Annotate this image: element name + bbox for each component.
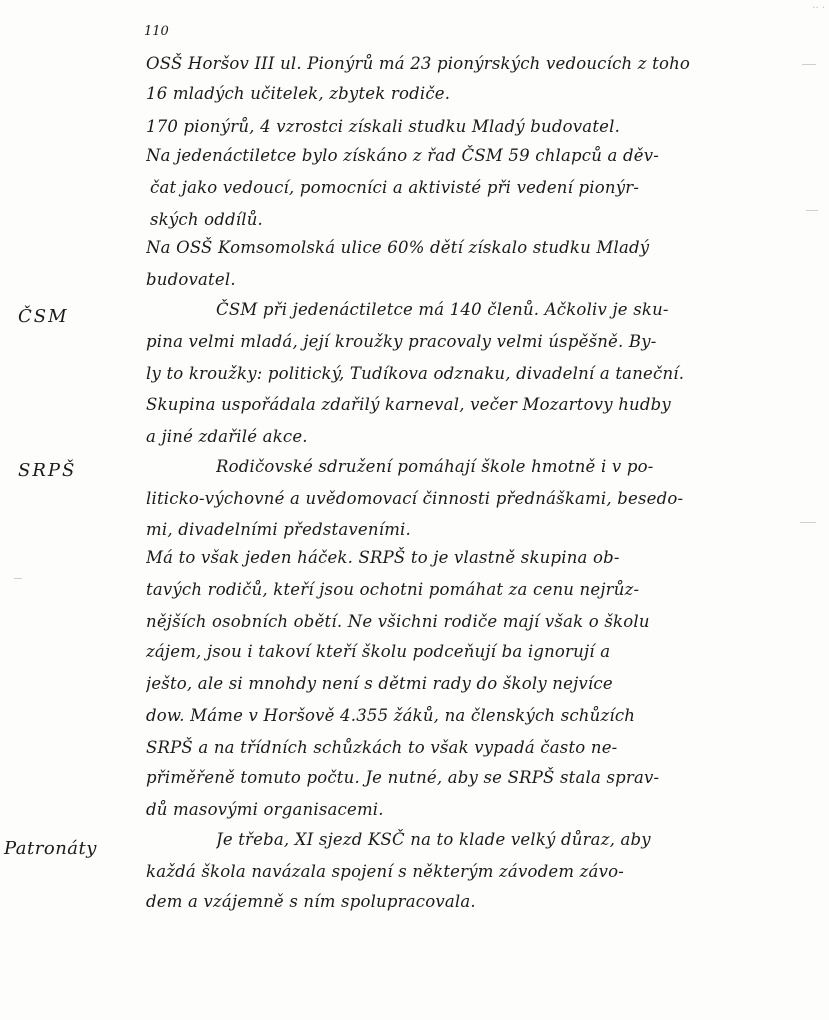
edge-mark <box>802 64 816 65</box>
text-line: každá škola navázala spojení s některým závodem závo- <box>146 862 624 881</box>
text-line: Na jedenáctiletce bylo získáno z řad ČSM 59 chlapců a děv- <box>146 146 660 165</box>
text-line: mi, divadelními představeními. <box>146 520 411 539</box>
text-line: dow. Máme v Horšově 4.355 žáků, na členských schůzích <box>146 706 636 725</box>
text-line: tavých rodičů, kteří jsou ochotni pomáhat za cenu nejrůz- <box>146 580 640 599</box>
text-line: OSŠ Horšov III ul. Pionýrů má 23 pionýrských vedoucích z toho <box>146 54 691 73</box>
margin-note-patronaty: Patronáty <box>4 838 97 859</box>
text-line: dů masovými organisacemi. <box>146 800 384 819</box>
page-number: 110 <box>144 24 169 39</box>
text-line: ješto, ale si mnohdy není s dětmi rady do školy nejvíce <box>146 674 613 693</box>
text-line: nějších osobních obětí. Ne všichni rodiče mají však o školu <box>146 612 650 631</box>
text-line: SRPŠ a na třídních schůzkách to však vypadá často ne- <box>146 738 618 757</box>
text-line: Rodičovské sdružení pomáhají škole hmotně i v po- <box>216 457 654 476</box>
text-line: čat jako vedoucí, pomocníci a aktivisté při vedení pionýr- <box>150 178 640 197</box>
text-line: Skupina uspořádala zdařilý karneval, večer Mozartovy hudby <box>146 395 671 414</box>
text-line: Má to však jeden háček. SRPŠ to je vlastně skupina ob- <box>146 548 620 567</box>
margin-note-srps: SRPŠ <box>18 460 77 481</box>
corner-mark: .. . <box>812 0 825 11</box>
text-line: a jiné zdařilé akce. <box>146 427 308 446</box>
text-line: pina velmi mladá, její kroužky pracovaly velmi úspěšně. By- <box>146 332 657 351</box>
text-line: přiměřeně tomuto počtu. Je nutné, aby se SRPŠ stala sprav- <box>146 768 660 787</box>
text-line: ČSM při jedenáctiletce má 140 členů. Ačkoliv je sku- <box>216 300 669 319</box>
text-line: budovatel. <box>146 270 236 289</box>
edge-mark <box>800 522 816 523</box>
edge-mark <box>806 210 818 211</box>
margin-note-csm: ČSM <box>18 306 69 327</box>
text-line: dem a vzájemně s ním spolupracovala. <box>146 892 476 911</box>
text-line: zájem, jsou i takoví kteří školu podceňují ba ignorují a <box>146 642 611 661</box>
text-line: ly to kroužky: politický, Tudíkova odznaku, divadelní a taneční. <box>146 364 685 383</box>
edge-mark <box>14 578 22 579</box>
text-line: liticko-výchovné a uvědomovací činnosti přednáškami, besedo- <box>146 489 684 508</box>
text-line: 16 mladých učitelek, zbytek rodiče. <box>146 84 451 103</box>
text-line: 170 pionýrů, 4 vzrostci získali studku Mladý budovatel. <box>146 117 621 136</box>
text-line: Je třeba, XI sjezd KSČ na to klade velký důraz, aby <box>216 830 651 849</box>
text-line: Na OSŠ Komsomolská ulice 60% dětí získalo studku Mladý <box>146 238 650 257</box>
text-line: ských oddílů. <box>150 210 263 229</box>
